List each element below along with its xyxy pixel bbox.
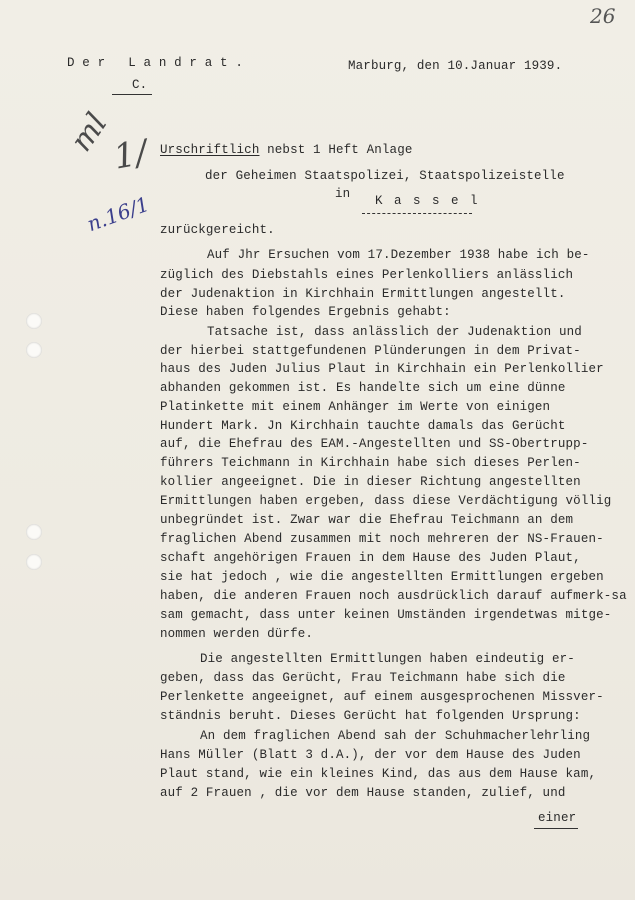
enclosure-note: nebst 1 Heft Anlage: [259, 143, 413, 157]
body-line: auf 2 Frauen , die vor dem Hause standen, zulief, und: [160, 786, 566, 800]
reference-underline: [112, 94, 152, 95]
city-underline: [362, 213, 472, 214]
returned-note: zurückgereicht.: [160, 223, 275, 237]
body-line: kollier angeeignet. Die in dieser Richtung angestellten: [160, 475, 581, 489]
body-line: Ermittlungen haben ergeben, dass diese Verdächtigung völlig: [160, 494, 612, 508]
body-line: Tatsache ist, dass anlässlich der Judenaktion und: [207, 325, 582, 339]
body-line: Die angestellten Ermittlungen haben eindeutig er-: [200, 652, 575, 666]
body-line: sie hat jedoch , wie die angestellten Ermittlungen ergeben: [160, 570, 604, 584]
catchword-underline: [534, 828, 578, 829]
body-line: Hans Müller (Blatt 3 d.A.), der vor dem Hause des Juden: [160, 748, 581, 762]
urschriftlich-label: Urschriftlich: [160, 143, 260, 157]
body-line: fraglichen Abend zusammen mit noch mehreren der NS-Frauen-: [160, 532, 604, 546]
body-line: schaft angehörigen Frauen in dem Hause des Juden Plaut,: [160, 551, 581, 565]
body-line: Perlenkette angeeignet, auf einem ausgesprochenen Missver-: [160, 690, 604, 704]
body-line: Diese haben folgendes Ergebnis gehabt:: [160, 305, 451, 319]
body-line: führers Teichmann in Kirchhain habe sich dieses Perlen-: [160, 456, 581, 470]
body-line: auf, die Ehefrau des EAM.-Angestellten und SS-Obertrupp-: [160, 437, 589, 451]
page-number: 26: [590, 4, 616, 28]
address-line-1: [160, 142, 413, 158]
margin-note-mid: 1/: [110, 132, 151, 178]
body-line: nommen werden dürfe.: [160, 627, 314, 641]
address-city: K a s s e l: [375, 194, 480, 208]
body-line: Plaut stand, wie ein kleines Kind, das aus dem Hause kam,: [160, 767, 597, 781]
body-line: geben, dass das Gerücht, Frau Teichmann habe sich die: [160, 671, 566, 685]
reference-mark: C.: [132, 78, 148, 92]
body-line: sam gemacht, dass unter keinen Umständen irgendetwas mitge-: [160, 608, 612, 622]
punch-hole-4: [26, 554, 42, 570]
punch-hole-1: [26, 313, 42, 329]
body-line: Platinkette mit einem Anhänger im Werte von einigen: [160, 400, 551, 414]
margin-note-bottom: n.16/1: [83, 191, 153, 237]
place-date: Marburg, den 10.Januar 1939.: [348, 59, 563, 73]
body-line: unbegründet ist. Zwar war die Ehefrau Teichmann an dem: [160, 513, 574, 527]
body-line: züglich des Diebstahls eines Perlenkolliers anlässlich: [160, 268, 574, 282]
margin-note-top: ml: [64, 106, 115, 159]
body-line: An dem fraglichen Abend sah der Schuhmacherlehrling: [200, 729, 591, 743]
body-line: haben, die anderen Frauen noch ausdrücklich darauf aufmerk-sa: [160, 589, 627, 603]
body-line: Auf Jhr Ersuchen vom 17.Dezember 1938 habe ich be-: [207, 248, 590, 262]
punch-hole-2: [26, 342, 42, 358]
body-line: haus des Juden Julius Plaut in Kirchhain ein Perlenkollier: [160, 362, 604, 376]
body-line: abhanden gekommen ist. Es handelte sich um eine dünne: [160, 381, 566, 395]
punch-hole-3: [26, 524, 42, 540]
body-line: der hierbei stattgefundenen Plünderungen in dem Privat-: [160, 344, 581, 358]
catchword: einer: [538, 811, 577, 825]
address-line-3: in: [335, 187, 351, 201]
address-line-2: der Geheimen Staatspolizei, Staatspolizeistelle: [205, 169, 565, 183]
authority-heading: D e r L a n d r a t .: [67, 56, 243, 70]
body-line: ständnis beruht. Dieses Gerücht hat folgenden Ursprung:: [160, 709, 581, 723]
body-line: Hundert Mark. Jn Kirchhain tauchte damals das Gerücht: [160, 419, 566, 433]
body-line: der Judenaktion in Kirchhain Ermittlungen angestellt.: [160, 287, 566, 301]
